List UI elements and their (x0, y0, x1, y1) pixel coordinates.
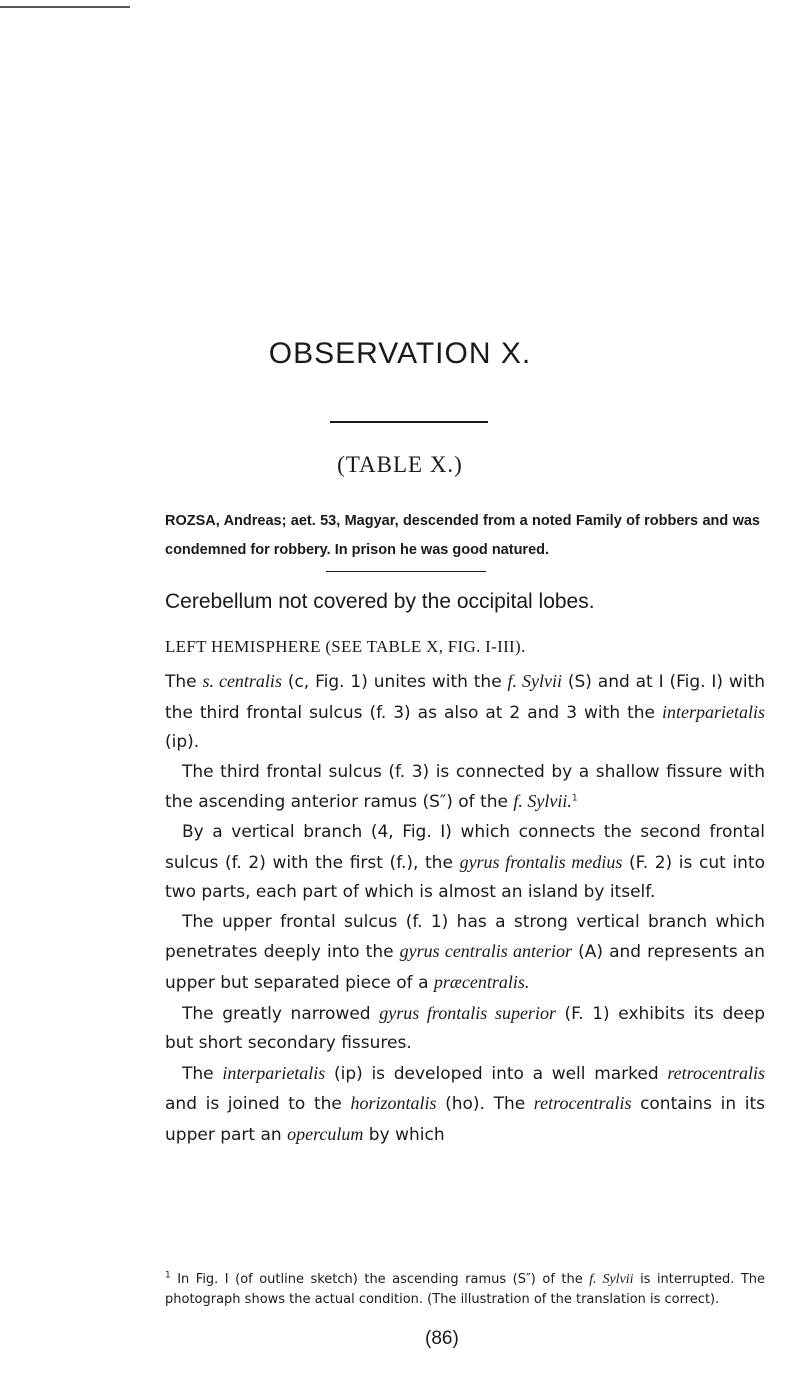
paragraph-2: The third frontal sulcus (f. 3) is connected by a shallow fissure with the ascending anterior ramus (S″) of the f. Sylvii.$^1$ (165, 761, 765, 813)
paragraph-6: The interparietalis (ip) is developed into a well marked retrocentralis and is joined to the horizontalis (ho). The retrocentralis contains in its upper part an operculum by which (165, 1062, 765, 1145)
lead-statement: Cerebellum not covered by the occipital lobes. (165, 590, 595, 613)
paragraph-5: The greatly narrowed gyrus frontalis superior (F. 1) exhibits its deep but short secondary fissures. (165, 1002, 765, 1054)
subject-description: ROZSA, Andreas; aet. 53, Magyar, descended from a noted Family of robbers and was condemned for robbery. In prison he was good natured. (165, 513, 760, 558)
paragraph-4: The upper frontal sulcus (f. 1) has a strong vertical branch which penetrates deeply into the gyrus centralis anterior (A) and represents an upper but separated piece of a præcentralis. (165, 911, 765, 993)
subject-divider (326, 571, 486, 572)
footnote: $^1$ In Fig. I (of outline sketch) the ascending ramus (S″) of the f. Sylvii is interrupted. The photograph shows the actual condition. (The illustration of the translation is correct). (165, 1270, 765, 1307)
paragraph-1: The s. centralis (c, Fig. 1) unites with the f. Sylvii (S) and at I (Fig. I) with the third frontal sulcus (f. 3) as also at 2 and 3 with the interparietalis (ip). (165, 671, 765, 753)
page-number: (86) (425, 1328, 459, 1349)
heading-divider (330, 421, 488, 423)
observation-heading: OBSERVATION X. (268, 337, 532, 370)
paragraph-3: By a vertical branch (4, Fig. I) which connects the second frontal sulcus (f. 2) with the first (f.), the gyrus frontalis medius (F. 2) is cut into two parts, each part of which is almost an island by itself. (165, 821, 766, 903)
table-label: (TABLE X.) (337, 452, 463, 477)
section-heading: LEFT HEMISPHERE (SEE TABLE X, FIG. I-III). (165, 637, 526, 656)
top-edge-rule (0, 6, 130, 8)
body-text (165, 667, 765, 1151)
footnote-marker: 1 (571, 793, 578, 804)
